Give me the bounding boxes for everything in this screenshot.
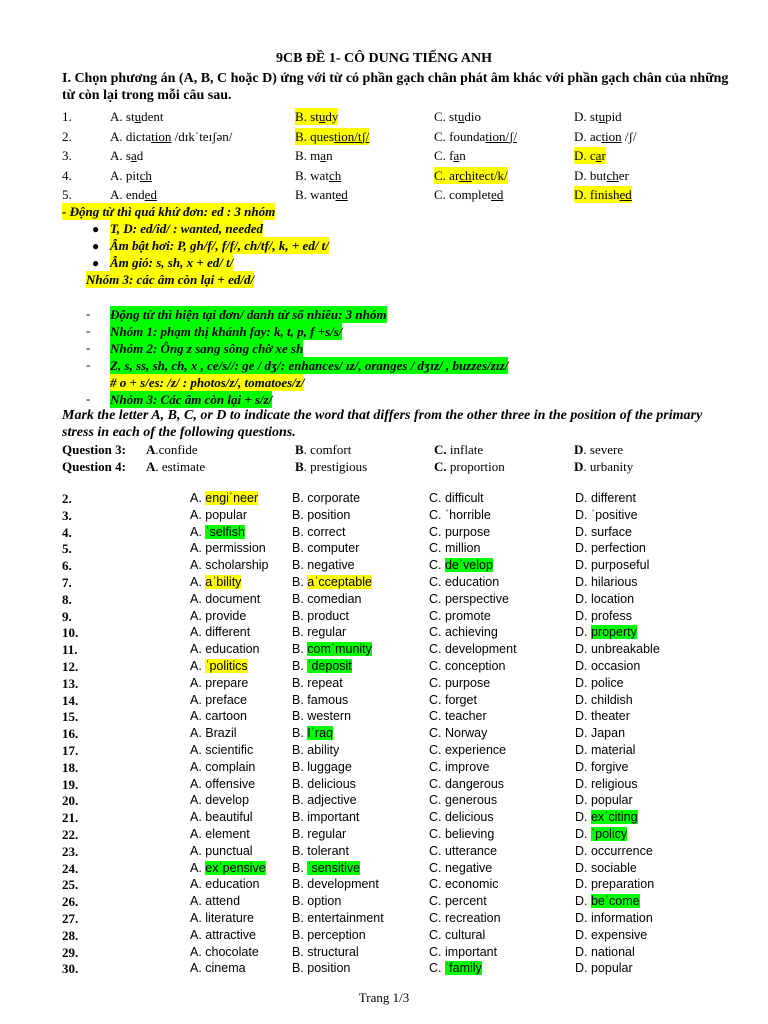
- option-c: C. perspective: [429, 591, 509, 606]
- stress-row: [0, 826, 768, 843]
- option-c: C. percent: [429, 894, 487, 909]
- row-number: 9.: [62, 608, 72, 624]
- stress-row: [0, 490, 768, 507]
- option-c: C. teacher: [429, 709, 487, 724]
- option-c: C. purpose: [429, 524, 491, 539]
- row-number: 30.: [62, 961, 79, 977]
- note-s-line: Nhóm 1: phạm thị khánh fay: k, t, p, f +s/s/: [110, 324, 343, 339]
- option-b: B. ˈsensitive: [292, 860, 361, 875]
- stress-row: [0, 574, 768, 591]
- option-a: A. attend: [190, 894, 241, 909]
- option-b: B. man: [295, 148, 333, 163]
- option-d: D. surface: [575, 524, 632, 539]
- bullet-icon: ●: [92, 222, 100, 236]
- option-a: A. education: [190, 642, 260, 657]
- option-a: A. dictation /dɪkˈteɪʃən/: [110, 128, 233, 144]
- row-number: 26.: [62, 894, 79, 910]
- row-number: 18.: [62, 759, 79, 775]
- option-a: A. aˈbility: [190, 575, 242, 589]
- option-d: D. exˈciting: [575, 810, 638, 825]
- row-number: 27.: [62, 911, 79, 926]
- option-d: D. expensive: [575, 927, 648, 942]
- option-d: D. information: [575, 911, 653, 925]
- option-a: A. document: [190, 591, 261, 606]
- note-s-line: Z, s, ss, sh, ch, x , ce/s//: ge / dʒ/: enhances/ ɪz/, oranges / dʒɪz/ , buzzes/zɪz/: [110, 358, 509, 373]
- stress-row: [0, 591, 768, 608]
- option-c: C. million: [429, 541, 481, 556]
- option-d: D. forgive: [575, 759, 629, 774]
- option-d: D. stupid: [574, 109, 622, 124]
- pronunciation-row: [0, 128, 768, 145]
- option-c: C. delicious: [429, 810, 494, 825]
- option-d: D. action /ʃ/: [574, 128, 637, 144]
- option-c: C. proportion: [434, 459, 505, 474]
- pronunciation-row: [0, 167, 768, 184]
- option-b: B. western: [292, 709, 352, 724]
- option-b: B. regular: [292, 827, 347, 841]
- option-d: D. different: [575, 491, 636, 505]
- stress-row: [0, 960, 768, 977]
- stress-row: [0, 692, 768, 709]
- row-number: 3.: [62, 507, 72, 523]
- row-number: 5.: [62, 187, 72, 202]
- option-c: C. negative: [429, 860, 493, 875]
- stress-row: [0, 860, 768, 877]
- option-b: B. famous: [292, 692, 349, 707]
- row-number: 23.: [62, 843, 79, 859]
- option-c: C. completed: [434, 187, 504, 202]
- option-c: C. purpose: [429, 675, 491, 690]
- note-s-line: Nhóm 2: Ông z sang sông chờ xe sh: [110, 341, 304, 356]
- option-c: C. experience: [429, 743, 507, 757]
- option-b: B. aˈcceptable: [292, 575, 372, 589]
- option-d: D. police: [575, 675, 624, 690]
- option-b: B. position: [292, 961, 351, 976]
- option-b: B. entertainment: [292, 911, 384, 925]
- option-b: B. position: [292, 507, 351, 522]
- option-c: C. cultural: [429, 927, 486, 942]
- option-b: B. product: [292, 608, 349, 623]
- option-d: D. property: [575, 625, 637, 640]
- option-a: A. education: [190, 877, 260, 892]
- stress-row: [0, 608, 768, 625]
- option-a: A. beautiful: [190, 810, 253, 825]
- stress-row: [0, 809, 768, 826]
- option-c: C. utterance: [429, 843, 498, 858]
- question-label: Question 4:: [62, 459, 126, 474]
- row-number: 4.: [62, 167, 72, 183]
- option-b: B. structural: [292, 944, 359, 959]
- option-b: B. Iˈraq: [292, 726, 333, 741]
- option-b: B. question/tʃ/: [295, 128, 370, 144]
- row-number: 29.: [62, 944, 79, 960]
- option-a: A. prepare: [190, 675, 249, 690]
- stress-row: [0, 742, 768, 759]
- option-a: A. develop: [190, 793, 250, 808]
- row-number: 17.: [62, 743, 79, 758]
- option-c: C. architect/k/: [434, 167, 508, 183]
- stress-row: [0, 524, 768, 541]
- option-d: D. theater: [575, 709, 630, 724]
- row-number: 1.: [62, 109, 72, 124]
- row-number: 20.: [62, 793, 79, 809]
- dash-marker: -: [86, 357, 91, 372]
- option-c: C. ˈfamily: [429, 961, 482, 976]
- pronunciation-row: [0, 108, 768, 125]
- row-number: 19.: [62, 776, 79, 792]
- stress-row: [0, 944, 768, 961]
- row-number: 16.: [62, 726, 79, 742]
- option-a: A. pitch: [110, 167, 152, 183]
- option-b: B. wanted: [295, 187, 348, 202]
- dash-marker: -: [86, 306, 91, 321]
- row-number: 2.: [62, 491, 72, 506]
- option-b: B. delicious: [292, 776, 356, 791]
- note-s-line: Động từ thì hiện tại đơn/ danh từ số nhiều: 3 nhóm: [110, 307, 387, 322]
- option-b: B. adjective: [292, 793, 357, 808]
- option-b: B. comedian: [292, 591, 362, 606]
- question-label: Question 3:: [62, 442, 126, 457]
- option-c: C. achieving: [429, 625, 498, 640]
- option-c: C. inflate: [434, 442, 484, 457]
- option-a: A. different: [190, 625, 251, 640]
- row-number: 3.: [62, 148, 72, 163]
- option-a: A. offensive: [190, 776, 256, 791]
- stress-row: [0, 557, 768, 574]
- pronunciation-row: [0, 147, 768, 164]
- stress-row: [0, 792, 768, 809]
- option-d: D. finished: [574, 187, 632, 202]
- stress-row: [0, 725, 768, 742]
- stress-row: [0, 708, 768, 725]
- question-row: [0, 441, 768, 458]
- option-b: B. ability: [292, 743, 340, 757]
- option-d: D. childish: [575, 692, 633, 707]
- stress-row: [0, 658, 768, 675]
- option-b: B. prestigious: [295, 459, 368, 474]
- option-b: B. tolerant: [292, 843, 349, 858]
- option-a: A. estimate: [146, 459, 206, 474]
- option-c: C. difficult: [429, 491, 484, 505]
- option-d: D. severe: [574, 442, 624, 457]
- row-number: 13.: [62, 675, 79, 691]
- stress-row: [0, 927, 768, 944]
- option-b: B. ˈdeposit: [292, 659, 352, 673]
- option-c: C. ˈhorrible: [429, 507, 491, 522]
- option-c: C. conception: [429, 659, 506, 673]
- note-s-line: # o + s/es: /z/ : photos/z/, tomatoes/z/: [110, 375, 305, 390]
- dash-marker: -: [86, 323, 91, 338]
- option-b: B. development: [292, 877, 379, 892]
- option-c: C. improve: [429, 759, 490, 774]
- row-number: 12.: [62, 659, 79, 674]
- option-b: B. repeat: [292, 675, 343, 690]
- option-b: B. watch: [295, 167, 342, 183]
- option-a: A. preface: [190, 692, 247, 707]
- pronunciation-row: [0, 186, 768, 203]
- option-d: D. purposeful: [575, 558, 650, 573]
- option-a: A. ˈselfish: [190, 524, 245, 539]
- option-a: A. ˈpolitics: [190, 659, 248, 673]
- stress-row: [0, 910, 768, 927]
- option-c: C. deˈvelop: [429, 558, 493, 573]
- stress-row: [0, 776, 768, 793]
- option-c: C. generous: [429, 793, 498, 808]
- option-c: C. education: [429, 575, 500, 589]
- option-b: B. corporate: [292, 491, 361, 505]
- row-number: 15.: [62, 709, 79, 725]
- stress-row: [0, 507, 768, 524]
- option-b: B. study: [295, 109, 339, 124]
- dash-marker: -: [86, 391, 91, 406]
- note-ed-bullet: T, D: ed/id/ : wanted, needed: [110, 221, 263, 236]
- option-d: D. occurrence: [575, 843, 653, 858]
- option-c: C. studio: [434, 109, 481, 124]
- option-a: A. cinema: [190, 961, 246, 976]
- option-a: A. punctual: [190, 843, 253, 858]
- option-b: B. important: [292, 810, 360, 825]
- option-a: A. permission: [190, 541, 266, 556]
- option-a: A. exˈpensive: [190, 860, 266, 875]
- option-c: C. forget: [429, 692, 477, 707]
- page-title: 9CB ĐỀ 1- CÔ DUNG TIẾNG ANH: [276, 51, 492, 66]
- option-c: C. fan: [434, 148, 466, 163]
- option-a: A. literature: [190, 911, 254, 925]
- row-number: 21.: [62, 810, 79, 826]
- row-number: 22.: [62, 827, 79, 842]
- option-d: D. material: [575, 743, 636, 757]
- option-a: A. scientific: [190, 743, 254, 757]
- option-d: D. hilarious: [575, 575, 638, 589]
- option-a: A. chocolate: [190, 944, 259, 959]
- row-number: 7.: [62, 575, 72, 590]
- note-ed-bullet: Âm bật hơi: P, gh/f/, f/f/, ch/tf/, k, + ed/ t/: [110, 238, 329, 253]
- stress-row: [0, 624, 768, 641]
- row-number: 24.: [62, 860, 79, 876]
- option-d: D. sociable: [575, 860, 637, 875]
- option-d: D. perfection: [575, 541, 646, 556]
- option-a: A. scholarship: [190, 558, 269, 573]
- stress-row: [0, 876, 768, 893]
- page-footer: Trang 1/3: [358, 990, 410, 1005]
- option-b: B. luggage: [292, 759, 352, 774]
- row-number: 25.: [62, 877, 79, 893]
- option-c: C. Norway: [429, 726, 488, 741]
- option-b: B. negative: [292, 558, 355, 573]
- row-number: 8.: [62, 591, 72, 607]
- instruction-stress: Mark the letter A, B, C, or D to indicate the word that differs from the other three in the position of the primary stress in each of the following questions.: [62, 408, 703, 440]
- option-a: A. ended: [110, 187, 157, 202]
- option-b: B. comˈmunity: [292, 642, 372, 657]
- bullet-icon: ●: [92, 256, 100, 270]
- option-a: A. attractive: [190, 927, 256, 942]
- option-a: A. popular: [190, 507, 247, 522]
- stress-row: [0, 540, 768, 557]
- row-number: 6.: [62, 558, 72, 574]
- instruction-pronunciation: I. Chọn phương án (A, B, C hoặc D) ứng với từ có phần gạch chân phát âm khác với phần gạch chân của những từ còn lại trong mỗi câu sau.: [62, 71, 729, 103]
- option-d: D. Japan: [575, 726, 626, 741]
- option-d: D. occasion: [575, 659, 641, 673]
- note-ed-bullet: Âm gió: s, sh, x + ed/ t/: [110, 255, 234, 270]
- option-a: A. provide: [190, 608, 247, 623]
- option-b: B. perception: [292, 927, 366, 942]
- option-c: C. foundation/ʃ/: [434, 128, 518, 144]
- option-a: A. complain: [190, 759, 256, 774]
- note-ed-group3: Nhóm 3: các âm còn lại + ed/d/: [86, 272, 255, 287]
- option-a: A. cartoon: [190, 709, 247, 724]
- dash-marker: -: [86, 340, 91, 355]
- option-c: C. economic: [429, 877, 499, 892]
- stress-row: [0, 641, 768, 658]
- option-d: D. beˈcome: [575, 894, 640, 909]
- question-row: [0, 458, 768, 475]
- option-d: D. butcher: [574, 167, 629, 183]
- row-number: 11.: [62, 642, 78, 658]
- option-d: D. popular: [575, 793, 633, 808]
- row-number: 5.: [62, 541, 72, 557]
- option-a: A. engiˈneer: [190, 491, 259, 505]
- stress-row: [0, 893, 768, 910]
- note-ed-heading: - Động từ thì quá khứ đơn: ed : 3 nhóm: [62, 204, 276, 219]
- stress-row: [0, 843, 768, 860]
- option-a: A. student: [110, 109, 164, 124]
- row-number: 28.: [62, 927, 79, 943]
- stress-row: [0, 675, 768, 692]
- option-b: B. comfort: [295, 442, 352, 457]
- option-c: C. dangerous: [429, 776, 505, 791]
- row-number: 2.: [62, 128, 72, 144]
- option-a: A. element: [190, 827, 250, 841]
- option-c: C. promote: [429, 608, 491, 623]
- option-b: B. option: [292, 894, 342, 909]
- option-c: C. recreation: [429, 911, 501, 925]
- option-d: D. ˈpolicy: [575, 827, 628, 841]
- option-d: D. ˈpositive: [575, 507, 638, 522]
- note-s-line: Nhóm 3: Các âm còn lại + s/z/: [110, 392, 273, 407]
- row-number: 10.: [62, 625, 79, 641]
- row-number: 4.: [62, 524, 72, 540]
- option-d: D. location: [575, 591, 635, 606]
- bullet-icon: ●: [92, 239, 100, 253]
- option-d: D. car: [574, 148, 606, 163]
- option-d: D. religious: [575, 776, 638, 791]
- option-c: C. important: [429, 944, 498, 959]
- option-d: D. popular: [575, 961, 633, 976]
- option-b: B. regular: [292, 625, 347, 640]
- option-b: B. correct: [292, 524, 346, 539]
- option-c: C. development: [429, 642, 517, 657]
- option-a: A. sad: [110, 148, 144, 163]
- row-number: 14.: [62, 692, 79, 708]
- option-d: D. profess: [575, 608, 632, 623]
- option-a: A. Brazil: [190, 726, 237, 741]
- option-c: C. believing: [429, 827, 495, 841]
- option-d: D. national: [575, 944, 635, 959]
- option-d: D. preparation: [575, 877, 655, 892]
- stress-row: [0, 759, 768, 776]
- option-a: A.confide: [146, 442, 198, 457]
- option-d: D. urbanity: [574, 459, 634, 474]
- option-b: B. computer: [292, 541, 360, 556]
- option-d: D. unbreakable: [575, 642, 660, 657]
